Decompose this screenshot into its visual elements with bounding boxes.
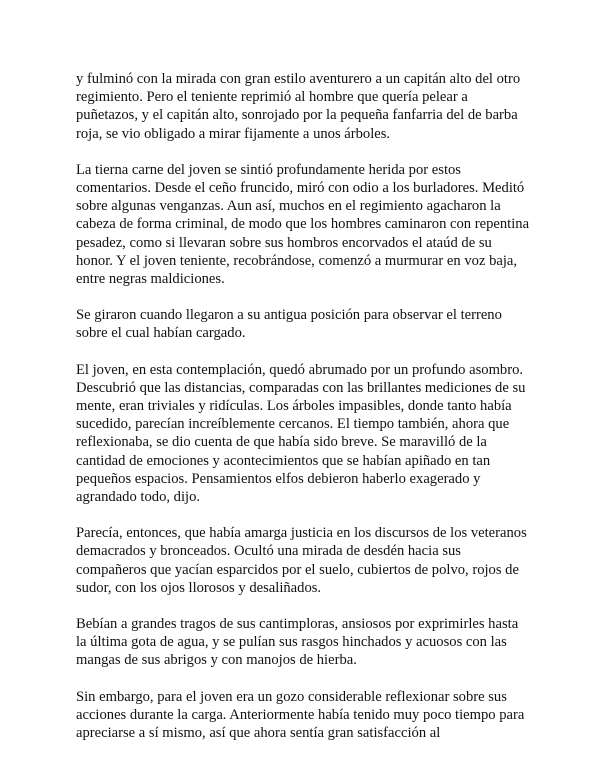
paragraph-4: El joven, en esta contemplación, quedó abrumado por un profundo asombro. Descubrió que las distancias, comparadas con las brillantes mediciones de su mente, eran triviales y ridículas. Los árboles impasibles, donde tanto había sucedido, parecían increíblemente cercanos. El tiempo también, ahora que reflexionaba, se dio cuenta de que había sido breve. Se maravilló de la cantidad de emociones y acontecimientos que se habían apiñado en tan pequeños espacios. Pensamientos elfos debieron haberlo exagerado y agrandado todo, dijo.: [76, 361, 526, 506]
paragraph-3: Se giraron cuando llegaron a su antigua posición para observar el terreno sobre el cual habían cargado.: [76, 307, 502, 342]
document-body: [76, 70, 530, 742]
paragraph-1: y fulminó con la mirada con gran estilo aventurero a un capitán alto del otro regimiento. Pero el teniente reprimió al hombre que quería pelear a puñetazos, y el capitán alto, sonrojado por la pequeña fanfarria del de barba roja, se vio obligado a mirar fijamente a unos árboles.: [76, 71, 521, 142]
paragraph-7: Sin embargo, para el joven era un gozo considerable reflexionar sobre sus acciones durante la carga. Anteriormente había tenido muy poco tiempo para apreciarse a sí mismo, así que ahora sentía gran satisfacción al: [76, 688, 525, 742]
paragraph-2: La tierna carne del joven se sintió profundamente herida por estos comentarios. Desde el ceño fruncido, miró con odio a los burladores. Meditó sobre algunas venganzas. Aun así, muchos en el regimiento agacharon la cabeza de forma criminal, de modo que los hombres caminaron con repentina pesadez, como si llevaran sobre sus hombros encorvados el ataúd de su honor. Y el joven teniente, recobrándose, comenzó a murmurar en voz baja, entre negras maldiciones.: [76, 161, 530, 288]
paragraph-5: Parecía, entonces, que había amarga justicia en los discursos de los veteranos demacrados y bronceados. Ocultó una mirada de desdén hacia sus compañeros que yacían esparcidos por el suelo, cubiertos de polvo, rojos de sudor, con los ojos llorosos y desaliñados.: [76, 525, 527, 596]
paragraph-6: Bebían a grandes tragos de sus cantimploras, ansiosos por exprimirles hasta la última gota de agua, y se pulían sus rasgos hinchados y acuosos con las mangas de sus abrigos y con manojos de hierba.: [76, 616, 519, 669]
